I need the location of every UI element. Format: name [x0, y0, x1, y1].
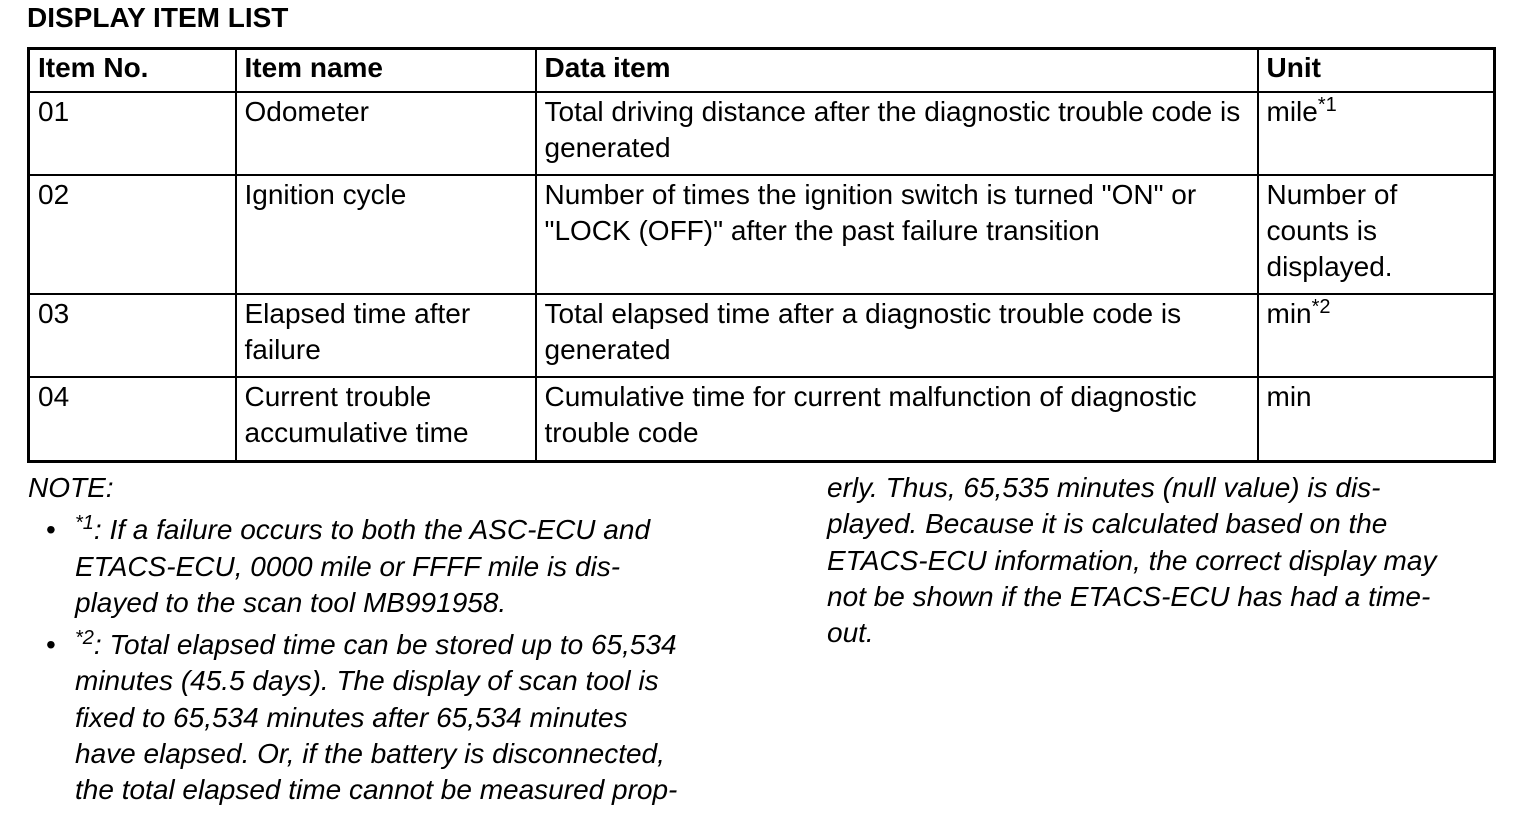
cell-unit: [1258, 294, 1495, 377]
table-row: [29, 294, 1495, 377]
cell-item-no: 03: [29, 294, 236, 377]
note-continuation-line: not be shown if the ETACS-ECU has had a time-: [827, 580, 1431, 612]
column-header-unit: Unit: [1258, 49, 1495, 92]
cell-item-no: 04: [29, 377, 236, 462]
cell-item-name: Current trouble accumulative time: [236, 377, 536, 462]
unit-text: min: [1266, 297, 1312, 329]
cell-data-item: Number of times the ignition switch is turned "ON" or "LOCK (OFF)" after the past failure transition: [536, 175, 1258, 294]
cell-data-item: Total driving distance after the diagnostic trouble code is generated: [536, 92, 1258, 175]
cell-unit: [1258, 92, 1495, 175]
note-label: NOTE:: [28, 472, 114, 503]
cell-item-name: Elapsed time after failure: [236, 294, 536, 377]
cell-data-item: Cumulative time for current malfunction of diagnostic trouble code: [536, 377, 1258, 462]
cell-unit: [1258, 377, 1495, 462]
notes-list: [28, 512, 748, 808]
note-line: played to the scan tool MB991958.: [75, 586, 507, 618]
note-line: [75, 627, 748, 663]
note-line: fixed to 65,534 minutes after 65,534 minutes: [75, 701, 628, 733]
column-header-item-no: Item No.: [29, 49, 236, 92]
table-row: [29, 92, 1495, 175]
note-line: the total elapsed time cannot be measured prop-: [75, 774, 678, 806]
footnote-marker: *1: [75, 512, 94, 535]
note-continuation-line: erly. Thus, 65,535 minutes (null value) is dis-: [827, 472, 1381, 503]
footnote-marker: *1: [1317, 93, 1337, 116]
notes-column-right: [827, 470, 1507, 651]
note-continuation-line: ETACS-ECU information, the correct display may: [827, 544, 1437, 576]
bullet-icon: •: [46, 514, 56, 546]
bullet-icon: •: [46, 629, 56, 661]
cell-data-item: Total elapsed time after a diagnostic trouble code is generated: [536, 294, 1258, 377]
unit-text: Number of counts is displayed.: [1266, 178, 1398, 282]
unit-text: mile: [1266, 95, 1318, 127]
note-item: [28, 512, 748, 621]
notes-column-left: [28, 470, 748, 815]
footnote-marker: *2: [1311, 295, 1331, 318]
cell-unit: [1258, 175, 1495, 294]
unit-text: min: [1266, 380, 1312, 412]
note-line: have elapsed. Or, if the battery is disconnected,: [75, 738, 665, 770]
note-continuation-line: played. Because it is calculated based on the: [827, 508, 1388, 540]
note-line: ETACS-ECU, 0000 mile or FFFF mile is dis-: [75, 550, 621, 582]
column-header-item-name: Item name: [236, 49, 536, 92]
note-line: minutes (45.5 days). The display of scan tool is: [75, 665, 659, 697]
cell-item-name: Ignition cycle: [236, 175, 536, 294]
cell-item-no: 01: [29, 92, 236, 175]
note-continuation-line: out.: [827, 617, 874, 649]
note-text: : Total elapsed time can be stored up to 65,534: [93, 629, 677, 661]
column-header-data-item: Data item: [536, 49, 1258, 92]
footnote-marker: *2: [75, 627, 94, 650]
display-item-table: [27, 47, 1496, 463]
page-title: DISPLAY ITEM LIST: [27, 2, 289, 33]
cell-item-no: 02: [29, 175, 236, 294]
table-header-row: [29, 49, 1495, 92]
table-row: [29, 377, 1495, 462]
table-row: [29, 175, 1495, 294]
note-text: : If a failure occurs to both the ASC-ECU and: [93, 514, 651, 546]
note-item: [28, 627, 748, 808]
note-line: [75, 512, 748, 548]
cell-item-name: Odometer: [236, 92, 536, 175]
